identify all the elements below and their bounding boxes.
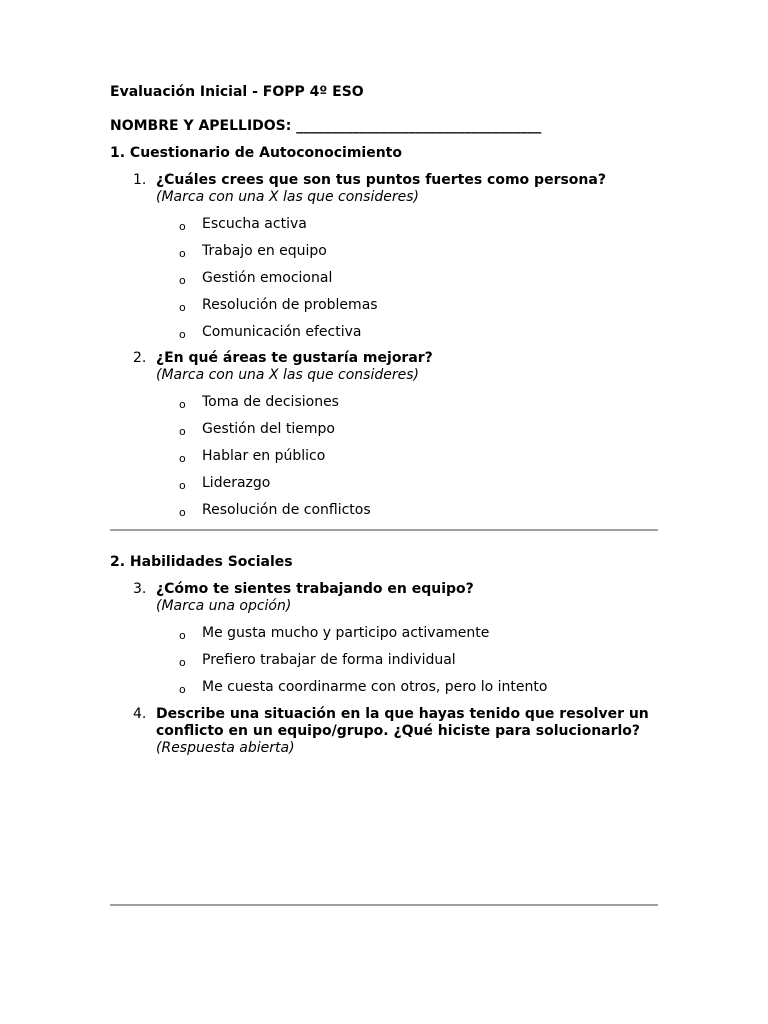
question-3 xyxy=(110,581,658,696)
option-label: Resolución de conflictos xyxy=(202,502,371,518)
question-number: 1. xyxy=(133,172,147,188)
bullet-icon: o xyxy=(179,479,186,492)
question-number: 2. xyxy=(133,350,147,366)
option-item[interactable] xyxy=(179,679,658,696)
option-item[interactable] xyxy=(179,448,658,465)
bullet-icon: o xyxy=(179,220,186,233)
question-4 xyxy=(110,706,658,757)
option-label: Prefiero trabajar de forma individual xyxy=(202,652,456,668)
document-page xyxy=(110,84,658,757)
option-item[interactable] xyxy=(179,421,658,438)
bullet-icon: o xyxy=(179,425,186,438)
option-list xyxy=(110,216,658,341)
bullet-icon: o xyxy=(179,629,186,642)
name-field-line: NOMBRE Y APELLIDOS: ___________________________________ xyxy=(110,118,542,134)
option-label: Toma de decisiones xyxy=(202,394,339,410)
question-number: 3. xyxy=(133,581,147,597)
option-item[interactable] xyxy=(179,625,658,642)
option-label: Trabajo en equipo xyxy=(202,243,327,259)
question-1 xyxy=(110,172,658,341)
option-label: Resolución de problemas xyxy=(202,297,378,313)
question-number: 4. xyxy=(133,706,147,722)
option-label: Liderazgo xyxy=(202,475,271,491)
question-text: ¿Cuáles crees que son tus puntos fuertes como persona? xyxy=(156,172,606,188)
question-hint: (Marca con una X las que consideres) xyxy=(156,367,419,383)
option-list xyxy=(110,394,658,519)
bullet-icon: o xyxy=(179,274,186,287)
question-hint: (Respuesta abierta) xyxy=(156,740,295,756)
answer-area-divider xyxy=(110,904,658,906)
question-hint: (Marca con una X las que consideres) xyxy=(156,189,419,205)
bullet-icon: o xyxy=(179,683,186,696)
option-item[interactable] xyxy=(179,243,658,260)
option-item[interactable] xyxy=(179,475,658,492)
option-item[interactable] xyxy=(179,216,658,233)
option-list xyxy=(110,625,658,696)
question-text: ¿En qué áreas te gustaría mejorar? xyxy=(156,350,433,366)
bullet-icon: o xyxy=(179,301,186,314)
option-label: Hablar en público xyxy=(202,448,326,464)
bullet-icon: o xyxy=(179,452,186,465)
option-item[interactable] xyxy=(179,270,658,287)
section-title-autoconocimiento: 1. Cuestionario de Autoconocimiento xyxy=(110,145,402,161)
question-hint: (Marca una opción) xyxy=(156,598,292,614)
bullet-icon: o xyxy=(179,656,186,669)
option-item[interactable] xyxy=(179,652,658,669)
option-item[interactable] xyxy=(179,324,658,341)
question-2 xyxy=(110,350,658,519)
bullet-icon: o xyxy=(179,247,186,260)
section-title-habilidades-sociales: 2. Habilidades Sociales xyxy=(110,554,293,570)
option-label: Escucha activa xyxy=(202,216,307,232)
option-label: Me gusta mucho y participo activamente xyxy=(202,625,490,641)
option-item[interactable] xyxy=(179,297,658,314)
question-text: Describe una situación en la que hayas tenido que resolver un conflicto en un equipo/grupo. ¿Qué hiciste para solucionarlo? xyxy=(156,706,649,739)
bullet-icon: o xyxy=(179,398,186,411)
section-divider xyxy=(110,529,658,531)
option-label: Gestión del tiempo xyxy=(202,421,335,437)
bullet-icon: o xyxy=(179,506,186,519)
bullet-icon: o xyxy=(179,328,186,341)
document-title: Evaluación Inicial - FOPP 4º ESO xyxy=(110,84,364,100)
question-text: ¿Cómo te sientes trabajando en equipo? xyxy=(156,581,474,597)
option-label: Gestión emocional xyxy=(202,270,333,286)
option-label: Comunicación efectiva xyxy=(202,324,362,340)
option-label: Me cuesta coordinarme con otros, pero lo intento xyxy=(202,679,548,695)
option-item[interactable] xyxy=(179,502,658,519)
option-item[interactable] xyxy=(179,394,658,411)
